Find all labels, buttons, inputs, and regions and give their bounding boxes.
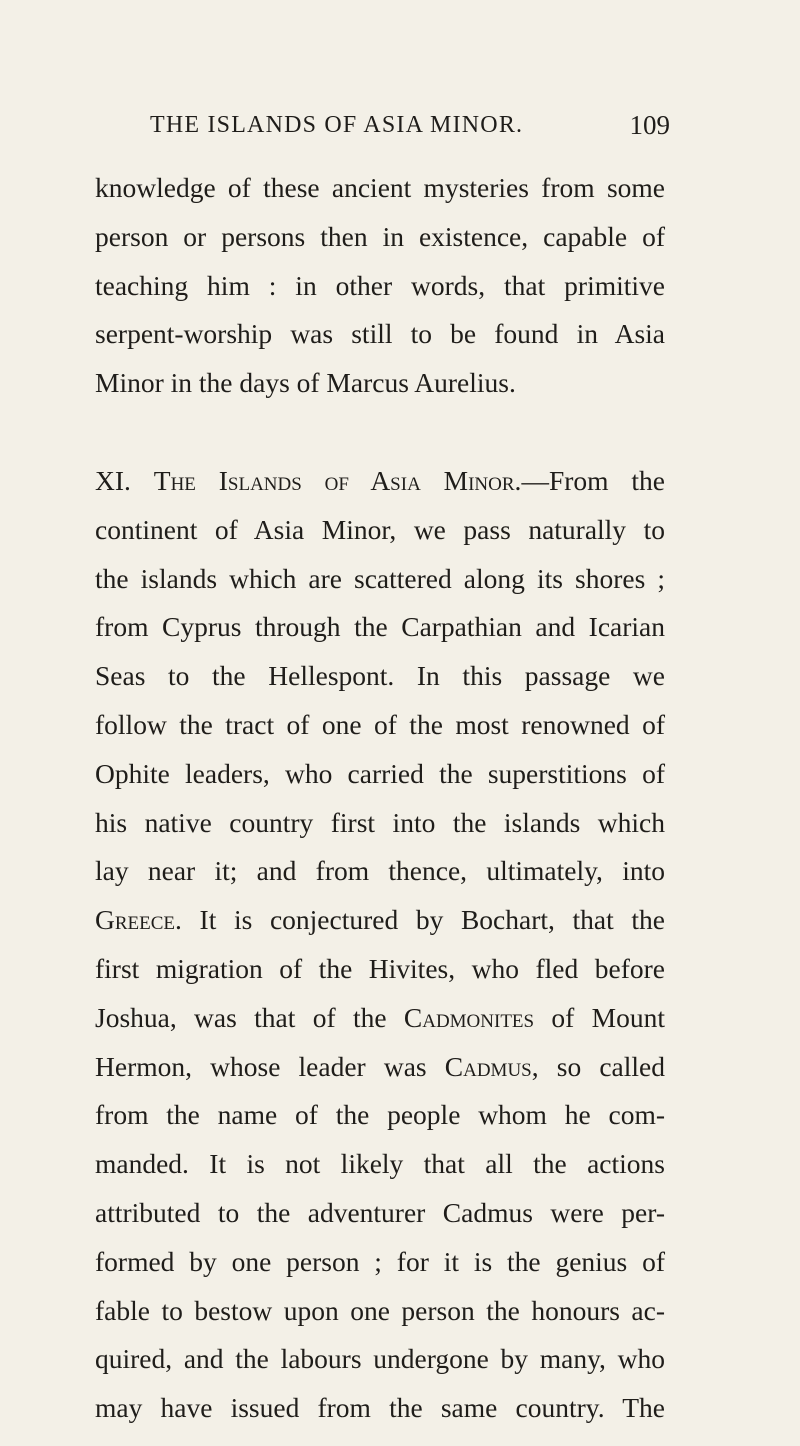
text-run: Joshua, was that of the bbox=[95, 1001, 404, 1033]
section-title: The Islands of Asia Minor. bbox=[153, 464, 522, 496]
section-number: XI. bbox=[95, 464, 154, 496]
name-cadmonites: Cadmonites bbox=[403, 1001, 535, 1033]
text-line: serpent-worship was still to be found in Asia bbox=[95, 318, 665, 350]
text-line: from the name of the people whom he com- bbox=[95, 1099, 665, 1131]
text-line: his native country first into the islands which bbox=[95, 806, 665, 838]
text-line bbox=[95, 896, 665, 945]
text-run: It is conjectured by Bochart, that the bbox=[181, 904, 665, 936]
running-head-title: THE ISLANDS OF ASIA MINOR. bbox=[150, 112, 524, 138]
text-run: Hermon, whose leader was bbox=[95, 1050, 445, 1082]
text-line: from Cyprus through the Carpathian and Icarian bbox=[95, 611, 665, 643]
section-lead: —From the bbox=[521, 464, 665, 496]
text-line: manded. It is not likely that all the actions bbox=[95, 1148, 665, 1180]
text-line: teaching him : in other words, that primitive bbox=[95, 269, 665, 301]
text-line: Seas to the Hellespont. In this passage we bbox=[95, 660, 665, 692]
text-run: of Mount bbox=[534, 1001, 666, 1033]
place-name-greece: Greece. bbox=[95, 904, 182, 936]
text-line: the islands which are scattered along its shores ; bbox=[95, 562, 665, 594]
text-line: Ophite leaders, who carried the superstitions of bbox=[95, 757, 665, 789]
text-line: may have issued from the same country. The bbox=[95, 1392, 665, 1424]
text-line bbox=[95, 1043, 665, 1092]
text-line: formed by one person ; for it is the genius of bbox=[95, 1245, 665, 1277]
text-line: first migration of the Hivites, who fled before bbox=[95, 952, 665, 984]
text-line: continent of Asia Minor, we pass naturally to bbox=[95, 513, 665, 545]
text-line: Minor in the days of Marcus Aurelius. bbox=[95, 367, 516, 399]
text-line: follow the tract of one of the most renowned of bbox=[95, 708, 665, 740]
text-line: person or persons then in existence, capable of bbox=[95, 220, 665, 252]
text-line bbox=[95, 994, 665, 1043]
body-text bbox=[95, 164, 665, 1433]
text-line-section-heading bbox=[95, 457, 665, 506]
text-line: quired, and the labours undergone by many, who bbox=[95, 1343, 665, 1375]
page-number: 109 bbox=[629, 110, 670, 140]
name-cadmus: Cadmus bbox=[444, 1050, 532, 1082]
text-line: fable to bestow upon one person the honours ac- bbox=[95, 1294, 665, 1326]
paragraph-2 bbox=[95, 457, 665, 1433]
text-line: attributed to the adventurer Cadmus were per- bbox=[95, 1196, 665, 1228]
text-line: knowledge of these ancient mysteries from some bbox=[95, 172, 665, 203]
paragraph-gap bbox=[95, 408, 665, 457]
paragraph-1 bbox=[95, 164, 665, 408]
text-line: lay near it; and from thence, ultimately, into bbox=[95, 855, 665, 887]
text-run: , so called bbox=[531, 1050, 665, 1082]
